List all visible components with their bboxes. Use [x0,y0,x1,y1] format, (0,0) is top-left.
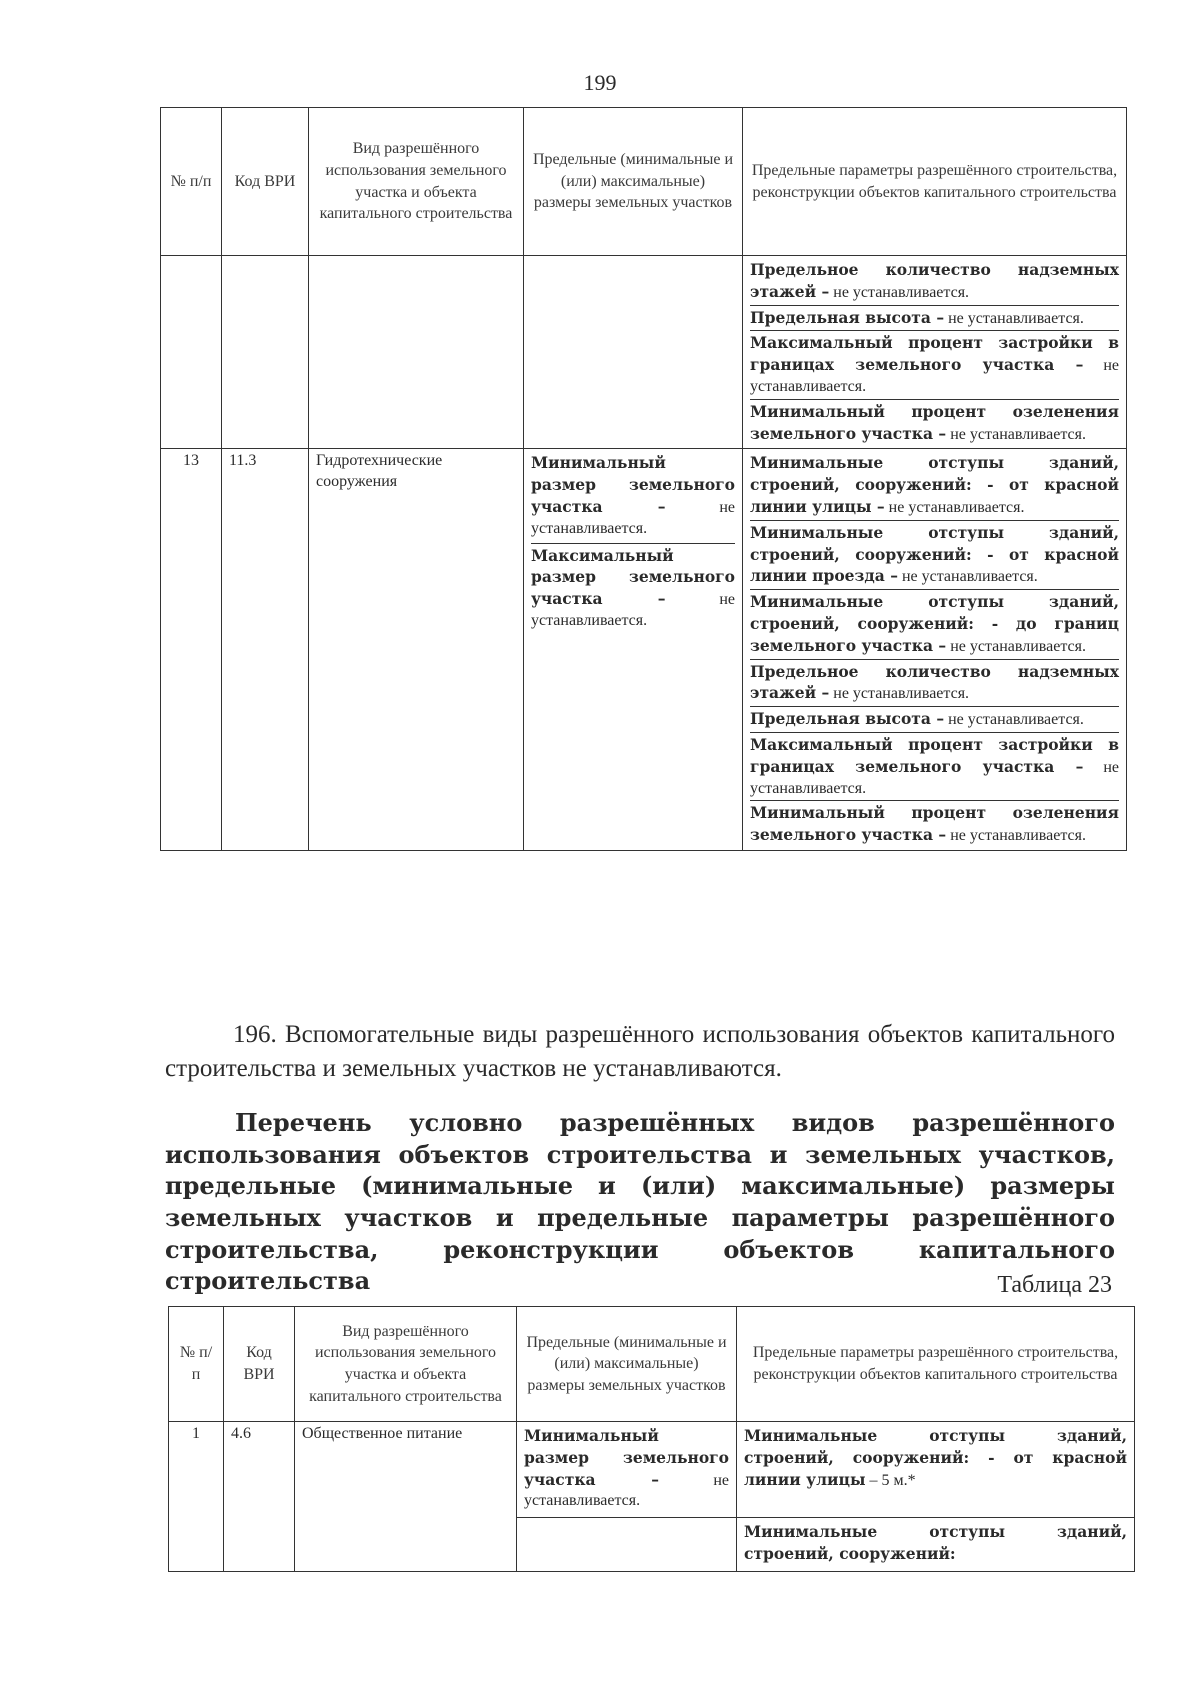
param-item: Максимальный процент застройки в границах земельного участка – не устанавливается. [750,733,1119,801]
header-construction-params: Предельные параметры разрешённого строительства, реконструкции объектов капитального строительства [737,1307,1135,1422]
table-header-row [169,1307,1135,1422]
param-item: Минимальный процент озеленения земельного участка – не устанавливается. [750,401,1119,443]
limit-item: Максимальный размер земельного участка – не устанавливается. [531,545,735,629]
cell-params [737,1422,1135,1518]
header-code: Код ВРИ [224,1307,295,1422]
limit-item: Минимальный размер земельного участка – не устанавливается. [531,451,735,543]
table-caption: Таблица 23 [997,1272,1112,1298]
header-use-type: Вид разрешённого использования земельного участка и объекта капитального строительства [295,1307,517,1422]
header-plot-size: Предельные (минимальные и (или) максимальные) размеры земельных участков [524,108,743,256]
param-item: Предельное количество надземных этажей – не устанавливается. [750,660,1119,708]
page-number: 199 [583,70,617,95]
paragraph-196: 196. Вспомогательные виды разрешённого использования объектов капитального строительства и земельных участков не устанавливаются. [165,1021,1115,1082]
header-use-type: Вид разрешённого использования земельного участка и объекта капитального строительства [309,108,524,256]
param-item: Минимальный процент озеленения земельного участка – не устанавливается. [750,803,1119,845]
cell-number: 1 [169,1422,224,1572]
limit-item: Минимальный размер земельного участка – не устанавливается. [524,1426,729,1510]
cell-use-type: Гидротехнические сооружения [309,449,524,851]
param-item: Предельное количество надземных этажей – не устанавливается. [750,258,1119,306]
param-item: Минимальные отступы зданий, строений, сооружений: - от красной линии проезда – не устанавливается. [750,521,1119,590]
header-number: № п/п [161,108,222,256]
param-item: Минимальные отступы зданий, строений, сооружений: - до границ земельного участка – не устанавливается. [750,590,1119,659]
table-header-row [161,108,1127,256]
cell-use-type: Общественное питание [295,1422,517,1572]
param-item: Предельная высота – не устанавливается. [750,707,1119,733]
param-item: Максимальный процент застройки в границах земельного участка – не устанавливается. [750,331,1119,399]
header-construction-params: Предельные параметры разрешённого строительства, реконструкции объектов капитального строительства [743,108,1127,256]
cell-plot-size [524,256,743,449]
cell-plot-size [524,449,743,851]
table-row [169,1422,1135,1518]
cell-code: 11.3 [222,449,309,851]
table-row [161,449,1127,851]
header-number: № п/п [169,1307,224,1422]
cell-code [222,256,309,449]
cell-number [161,256,222,449]
cell-number: 13 [161,449,222,851]
param-item: Минимальные отступы зданий, строений, сооружений: [744,1522,1127,1563]
param-item: Минимальные отступы зданий, строений, сооружений: - от красной линии улицы – 5 м.* [744,1426,1127,1489]
cell-plot-size [517,1422,737,1518]
param-item: Предельная высота – не устанавливается. [750,306,1119,332]
cell-params [743,256,1127,449]
table-1 [160,107,1127,851]
cell-params [743,449,1127,851]
header-plot-size: Предельные (минимальные и (или) максимальные) размеры земельных участков [517,1307,737,1422]
cell-params [737,1518,1135,1572]
table-23 [168,1306,1135,1572]
header-code: Код ВРИ [222,108,309,256]
param-item: Минимальные отступы зданий, строений, сооружений: - от красной линии улицы – не устанавливается. [750,451,1119,520]
cell-code: 4.6 [224,1422,295,1572]
cell-use-type [309,256,524,449]
cell-plot-size [517,1518,737,1572]
section-heading: Перечень условно разрешённых видов разрешённого использования объектов строительства и земельных участков, предельные (минимальные и (или) максимальные) размеры земельных участков и предельные параметры разрешённого строительства, реконструкции объектов капитального строительства [165,1108,1115,1296]
table-row-continued [161,256,1127,449]
